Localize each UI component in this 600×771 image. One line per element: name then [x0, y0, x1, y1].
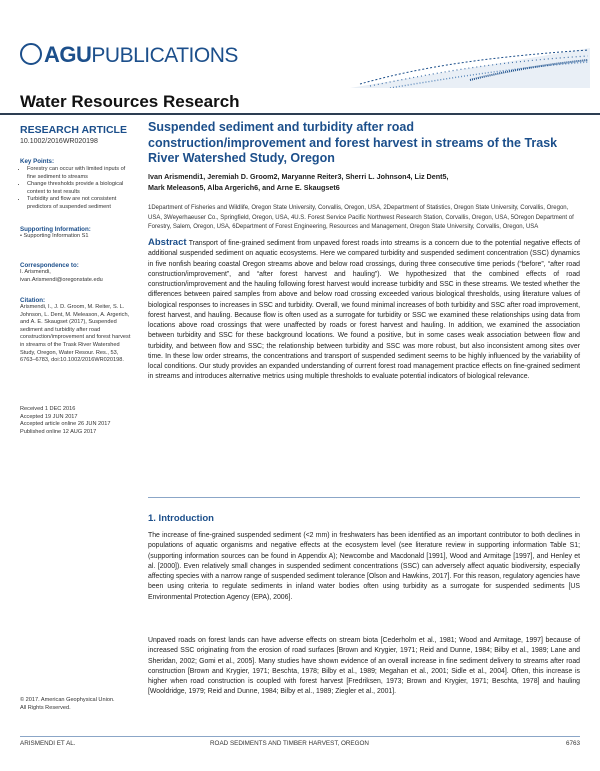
- abstract-rule: [148, 497, 580, 498]
- key-points-heading: Key Points:: [20, 158, 55, 165]
- footer-rule: [20, 736, 580, 737]
- authors-line: Ivan Arismendi1, Jeremiah D. Groom2, Maryanne Reiter3, Sherri L. Johnson4, Liz Dent5,: [148, 172, 449, 181]
- article-type: RESEARCH ARTICLE: [20, 124, 127, 136]
- supporting-heading: Supporting Information:: [20, 226, 91, 233]
- citation: [20, 297, 132, 365]
- globe-logo-icon: [20, 43, 42, 65]
- key-points: [20, 158, 130, 212]
- article-dates: [20, 406, 130, 436]
- citation-heading: Citation:: [20, 297, 46, 304]
- correspondence-name: I. Arismendi,: [20, 269, 51, 275]
- key-point: • Forestry can occur with limited inputs of fine sediment to streams: [27, 166, 130, 181]
- article-title: Suspended sediment and turbidity after road construction/improvement and forest harvest in streams of the Trask River Watershed Study, Oregon: [148, 120, 558, 165]
- key-point: • Change thresholds provide a biological context to test results: [27, 181, 130, 196]
- publisher-logo: [20, 42, 238, 68]
- journal-name: Water Resources Research: [20, 92, 240, 111]
- affiliations: 1Department of Fisheries and Wildlife, Oregon State University, Corvallis, Oregon, USA, 2Department of Statistics, Oregon State University, Corvallis, Oregon, USA, 3Weyerhaeuser Co., Springfield, Oregon, USA, 4U.S. Forest Service Pacific Northwest Research Station, Corvallis, Oregon, USA, 5Oregon Department of Forestry, Salem, Oregon, USA, 6Department of Forest Engineering, Resources and Management, Oregon State University, Corvallis, Oregon, USA: [148, 205, 574, 231]
- copyright: [20, 697, 130, 712]
- correspondence-email[interactable]: ivan.Arismendi@oregonstate.edu: [20, 276, 103, 283]
- header-rule: [0, 113, 600, 115]
- footer-authors: ARISMENDI ET AL.: [20, 740, 76, 747]
- journal-banner-wave-graphic: [350, 40, 590, 88]
- intro-paragraph-2: Unpaved roads on forest lands can have adverse effects on stream biota [Cederholm et al., 1981; Wood and Armitage, 1997] because of increased SSC originating from the erosion of road surfaces [Brown and Krygier, 1971; Reid and Dunne, 1984; Bilby et al., 1989; Lane and Sheridan, 2002; Gomi et al., 2005]. Many studies have shown evidence of an overall increase in fine sediment delivery to streams after road construction [Brown and Krygier, 1971; Beschta, 1978; Bilby et al., 1989; Megahan et al., 2001; Sidle et al., 2004]. Often, this increase is higher when road construction is coupled with forest harvest [Fredriksen, 1973; Brown and Krygier, 1971; Beschta, 1978] and hauling [Wooldridge, 1979; Reid and Dunne, 1984; Bilby et al., 1989; Ziegler et al., 2001].: [148, 637, 580, 696]
- author-list: [148, 171, 568, 193]
- doi[interactable]: 10.1002/2016WR020198: [20, 138, 98, 145]
- logo-publications-text: PUBLICATIONS: [91, 44, 238, 67]
- supporting-item[interactable]: • Supporting Information S1: [20, 233, 89, 239]
- date-accepted-online: Accepted article online 26 JUN 2017: [20, 421, 111, 428]
- page-number: 6763: [566, 740, 581, 747]
- copyright-line: © 2017. American Geophysical Union.: [20, 697, 115, 703]
- supporting-information: [20, 226, 130, 241]
- abstract-heading: Abstract: [148, 237, 187, 248]
- date-published: Published online 12 AUG 2017: [20, 428, 97, 435]
- copyright-line: All Rights Reserved.: [20, 704, 71, 711]
- correspondence: [20, 262, 130, 284]
- logo-agu-text: AGU: [44, 42, 92, 67]
- key-point: • Turbidity and flow are not consistent predictors of suspended sediment: [27, 196, 130, 211]
- authors-line: Mark Meleason5, Alba Argerich6, and Arne E. Skaugset6: [148, 183, 340, 192]
- correspondence-heading: Correspondence to:: [20, 262, 79, 269]
- citation-text: Arismendi, I., J. D. Groom, M. Reiter, S. L. Johnson, L. Dent, M. Meleason, A. Argerich, and A. E. Skaugset (2017), Suspended sediment and turbidity after road construction/improvement and forest harvest in streams of the Trask River Watershed Study, Oregon, Water Resour. Res., 53, 6763–6783, doi:10.1002/2016WR020198.: [20, 304, 131, 364]
- date-received: Received 1 DEC 2016: [20, 406, 76, 412]
- section-heading-introduction: 1. Introduction: [148, 513, 214, 524]
- abstract-text: Transport of fine-grained sediment from unpaved forest roads into streams is a concern due to the potential negative effects of additional suspended sediment on aquatic ecosystems. Here we compared turbidity and suspended sediment concentration (SSC) dynamics in five nonfish bearing coastal Oregon streams above and below road crossings, during three consecutive time periods (“before”, “after road construction/improvement”, and “after forest harvest and hauling”). We hypothesized that the combined effects of road construction/improvement and the hauling following forest harvest would increase turbidity and SSC in these streams. We tested whether the differences between paired samples from above and below road crossing exceeded various biological thresholds, using literature values of biological responses to increases in SSC and turbidity. Overall, we found minimal increases of both turbidity and SSC after road improvement, forest harvest, and hauling. Because flow is often used as a surrogate for turbidity or SSC we examined these relationships using data from locations above road crossings that were unaffected by roads or forest harvest and hauling. In addition, we examined the association between turbidity and SSC for these background locations. We found a positive, but in some cases weak association between flow and turbidity, and between flow and SSC; the relationship between turbidity and SSC was more robust, but also inconsistent among sites over time. In these low order streams, the concentrations and transport of suspended sediment seems to be highly influenced by the variability of local conditions. Our study provides an expanded understanding of current forest road management practice effects on fine-grained sediment in streams and introduces alternative metrics using multiple thresholds to evaluate potential indicators of biological relevance.: [148, 240, 580, 381]
- supporting-item-label: Supporting Information S1: [23, 233, 89, 239]
- abstract: [148, 238, 580, 383]
- date-accepted: Accepted 19 JUN 2017: [20, 413, 78, 420]
- intro-paragraph-1: The increase of fine-grained suspended sediment (<2 mm) in freshwaters has been identified as an important contributor to both declines in populations of aquatic organisms and negative effects at the ecosystem level (see literature review in supporting information Table S1; (supporting information sources can be found in Appendix A); Newcombe and Macdonald [1991], Wood and Armitage [1997], and Henley et al. [2000]). Even relatively small changes in suspended sediment concentrations (SSC) can adversely affect aquatic biodiversity, especially affecting species with a narrow range of suspended sediment tolerance [Olson and Hawkins, 2017]. For this reason, regulatory agencies have been using criteria to regulate sediments in inland water bodies often using turbidity as a surrogate for suspended sediments [US Environmental Protection Agency (EPA), 2006].: [148, 532, 580, 601]
- footer-running-title: ROAD SEDIMENTS AND TIMBER HARVEST, OREGON: [210, 740, 369, 747]
